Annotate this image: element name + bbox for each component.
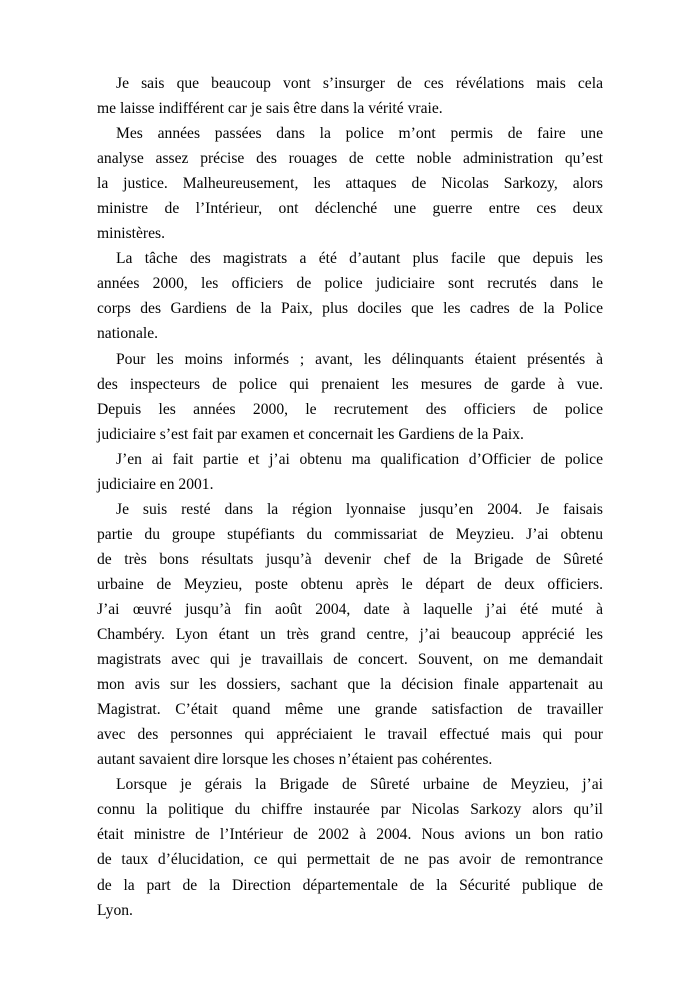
text-line: Je suis resté dans la région lyonnaise jusqu’en 2004. Je faisais — [116, 500, 603, 518]
paragraph — [97, 347, 603, 447]
text-line: autant savaient dire lorsque les choses n’étaient pas cohérentes. — [97, 751, 493, 769]
text-line: Pour les moins informés ; avant, les délinquants étaient présentés à — [116, 350, 603, 368]
text-line: judiciaire s’est fait par examen et concernait les Gardiens de la Paix. — [97, 425, 524, 443]
text-line: corps des Gardiens de la Paix, plus dociles que les cadres de la Police — [97, 300, 603, 318]
paragraph — [97, 447, 603, 497]
text-line: nationale. — [97, 325, 159, 343]
text-line: La tâche des magistrats a été d’autant plus facile que depuis les — [116, 250, 603, 268]
text-line: la justice. Malheureusement, les attaques de Nicolas Sarkozy, alors — [97, 175, 603, 193]
paragraph — [97, 121, 603, 246]
text-line: de taux d’élucidation, ce qui permettait de ne pas avoir de remontrance — [97, 851, 603, 869]
text-line: de la part de la Direction départementale de la Sécurité publique de — [97, 876, 603, 894]
text-line: Lorsque je gérais la Brigade de Sûreté urbaine de Meyzieu, j’ai — [116, 776, 603, 794]
text-line: judiciaire en 2001. — [97, 475, 214, 493]
text-line: Depuis les années 2000, le recrutement des officiers de police — [97, 400, 603, 418]
paragraph — [97, 497, 603, 773]
text-line: de très bons résultats jusqu’à devenir chef de la Brigade de Sûreté — [97, 550, 603, 568]
text-line: mon avis sur les dossiers, sachant que la décision finale appartenait au — [97, 676, 603, 694]
text-line: Lyon. — [97, 901, 133, 919]
text-line: J’ai œuvré jusqu’à fin août 2004, date à laquelle j’ai été muté à — [97, 600, 603, 618]
text-line: Mes années passées dans la police m’ont permis de faire une — [116, 125, 603, 143]
text-line: ministre de l’Intérieur, ont déclenché une guerre entre ces deux — [97, 200, 603, 218]
text-line: urbaine de Meyzieu, poste obtenu après le départ de deux officiers. — [97, 575, 603, 593]
text-line: Magistrat. C’était quand même une grande satisfaction de travailler — [97, 701, 603, 719]
text-line: était ministre de l’Intérieur de 2002 à 2004. Nous avions un bon ratio — [97, 826, 603, 844]
text-line: avec des personnes qui appréciaient le travail effectué mais qui pour — [97, 726, 603, 744]
text-line: J’en ai fait partie et j’ai obtenu ma qualification d’Officier de police — [116, 450, 603, 468]
text-line: Je sais que beaucoup vont s’insurger de ces révélations mais cela — [116, 75, 603, 92]
paragraph — [97, 71, 603, 121]
text-line: partie du groupe stupéfiants du commissariat de Meyzieu. J’ai obtenu — [97, 525, 603, 543]
text-line: connu la politique du chiffre instaurée par Nicolas Sarkozy alors qu’il — [97, 801, 603, 819]
text-line: me laisse indifférent car je sais être dans la vérité vraie. — [97, 100, 443, 118]
text-line: années 2000, les officiers de police judiciaire sont recrutés dans le — [97, 275, 603, 293]
paragraph — [97, 246, 603, 346]
text-line: magistrats avec qui je travaillais de concert. Souvent, on me demandait — [97, 651, 603, 669]
text-line: des inspecteurs de police qui prenaient les mesures de garde à vue. — [97, 375, 603, 393]
text-line: analyse assez précise des rouages de cette noble administration qu’est — [97, 150, 603, 168]
body-text-column — [97, 71, 603, 923]
text-line: ministères. — [97, 225, 165, 243]
paragraph — [97, 772, 603, 922]
text-line: Chambéry. Lyon étant un très grand centre, j’ai beaucoup apprécié les — [97, 626, 603, 644]
